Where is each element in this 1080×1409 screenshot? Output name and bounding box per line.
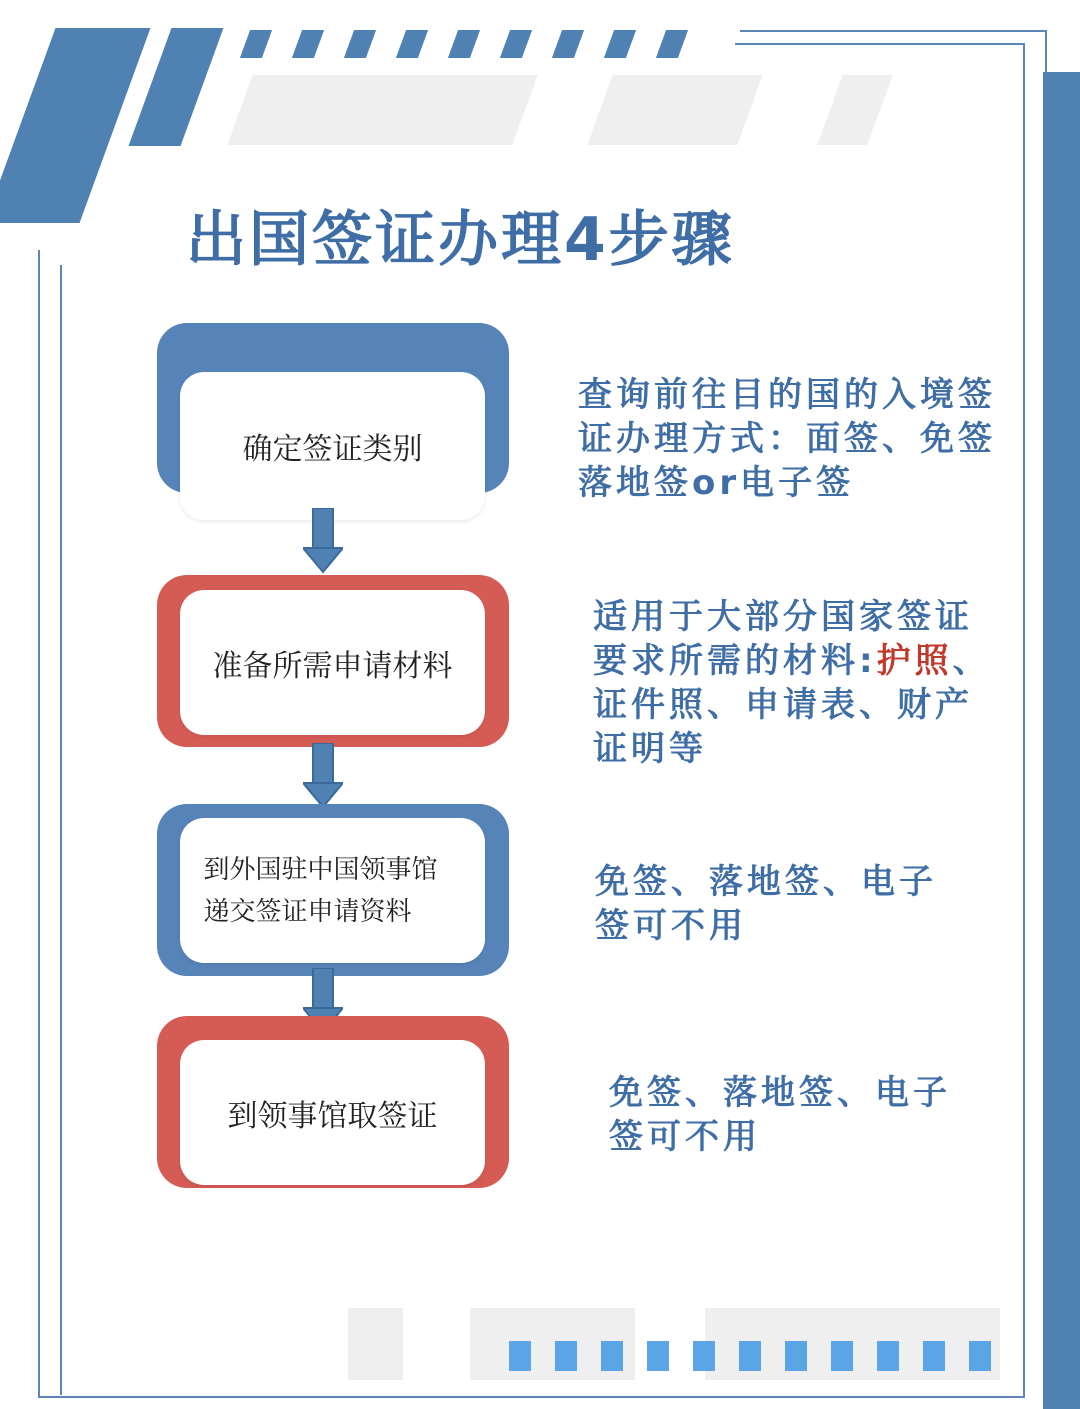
- step-4-description: [609, 1071, 1009, 1159]
- deco-stripe-small-3: [344, 30, 376, 58]
- deco-square-3: [601, 1341, 623, 1371]
- deco-square-8: [831, 1341, 853, 1371]
- deco-stripe-large-1: [0, 28, 150, 223]
- deco-gray-block-2: [587, 75, 762, 145]
- step-3-label: [204, 849, 462, 933]
- desc-2-highlight-passport: 护照: [876, 641, 953, 681]
- deco-stripe-small-2: [292, 30, 324, 58]
- desc-2-line-2: [593, 639, 1013, 683]
- step-1-card: [180, 372, 485, 520]
- page-title: 出国签证办理4步骤: [186, 205, 735, 275]
- step-1-label: 确定签证类别: [242, 432, 423, 467]
- arrow-down-icon: [303, 743, 343, 809]
- desc-2-line-2-suffix: 、: [952, 641, 991, 681]
- frame-line-top-inner: [740, 30, 1045, 32]
- step-1-description: [578, 373, 1018, 505]
- step-2-card: [180, 590, 485, 735]
- step-3-card: [180, 818, 485, 963]
- frame-line-left-inner: [60, 265, 62, 1395]
- deco-square-1: [509, 1341, 531, 1371]
- deco-square-4: [647, 1341, 669, 1371]
- desc-3-line-2: 签可不用: [595, 906, 747, 946]
- frame-line-bottom: [38, 1396, 1025, 1398]
- deco-stripe-small-6: [500, 30, 532, 58]
- frame-line-top: [735, 43, 1025, 45]
- step-4-label: 到领事馆取签证: [227, 1098, 438, 1134]
- desc-2-line-2-prefix: 要求所需的材料:: [593, 641, 877, 681]
- deco-stripe-small-4: [396, 30, 428, 58]
- deco-square-5: [693, 1341, 715, 1371]
- frame-line-right: [1023, 43, 1025, 1398]
- deco-square-2: [555, 1341, 577, 1371]
- step-3-line-1: 到外国驻中国领事馆: [203, 854, 438, 885]
- deco-bottom-gray-1: [348, 1308, 403, 1380]
- deco-gray-block-3: [817, 75, 892, 145]
- deco-square-11: [969, 1341, 991, 1371]
- step-4-card: [180, 1040, 485, 1185]
- arrow-down-icon: [303, 508, 343, 574]
- deco-square-10: [923, 1341, 945, 1371]
- deco-stripe-small-1: [240, 30, 272, 58]
- deco-stripe-small-9: [656, 30, 688, 58]
- desc-2-line-1: 适用于大部分国家签证: [593, 597, 973, 637]
- desc-4-line-2: 签可不用: [609, 1117, 761, 1157]
- desc-1-line-1: 查询前往目的国的入境签: [578, 375, 996, 415]
- deco-square-7: [785, 1341, 807, 1371]
- desc-4-line-1: 免签、落地签、电子: [609, 1073, 951, 1113]
- step-2-label: 准备所需申请材料: [212, 648, 453, 684]
- desc-3-line-1: 免签、落地签、电子: [595, 862, 937, 902]
- deco-square-6: [739, 1341, 761, 1371]
- deco-square-9: [877, 1341, 899, 1371]
- right-edge-bar: [1043, 72, 1080, 1409]
- deco-gray-block-1: [227, 75, 537, 145]
- deco-stripe-small-5: [448, 30, 480, 58]
- desc-2-line-4: 证明等: [593, 729, 707, 769]
- step-2-description: [593, 595, 1013, 771]
- deco-stripe-small-8: [604, 30, 636, 58]
- step-3-description: [595, 860, 995, 948]
- desc-1-line-3: 落地签or电子签: [578, 463, 855, 503]
- deco-stripe-small-7: [552, 30, 584, 58]
- desc-1-line-2: 证办理方式：面签、免签: [578, 419, 996, 459]
- desc-2-line-3: 证件照、申请表、财产: [593, 685, 973, 725]
- step-3-line-2: 递交签证申请资料: [203, 896, 412, 927]
- frame-line-left: [38, 250, 40, 1398]
